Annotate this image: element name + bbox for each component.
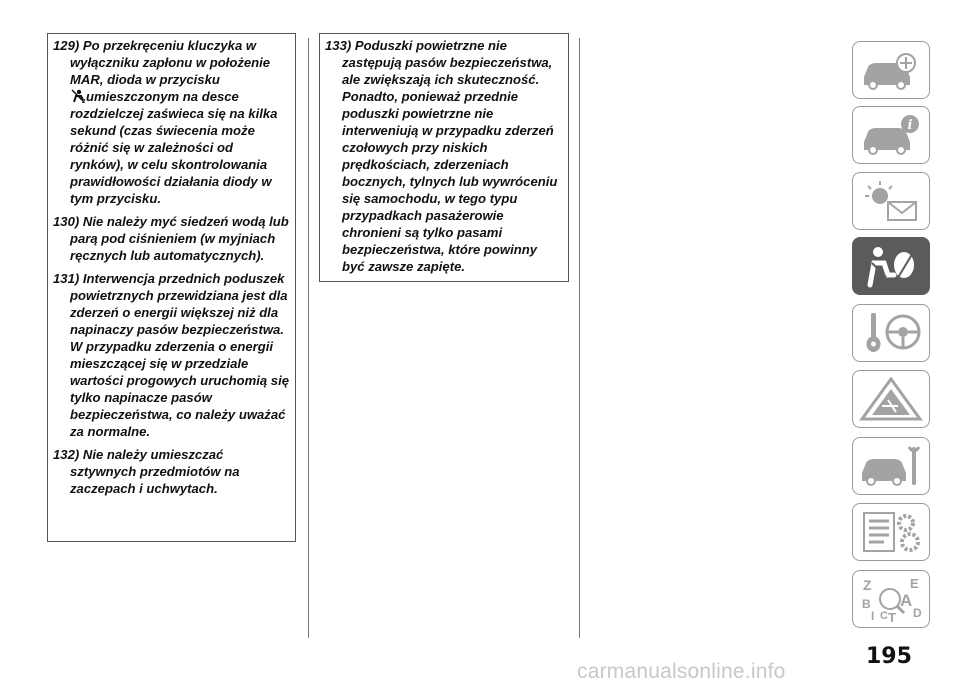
tab-index[interactable] [852, 570, 930, 628]
seatbelt-airbag-icon [858, 243, 924, 289]
note-131 [53, 270, 289, 440]
index-letter-t: T [888, 610, 896, 622]
svg-text:i: i [907, 118, 913, 133]
tab-knowing-instrument-panel[interactable] [852, 106, 930, 164]
note-130 [53, 213, 289, 264]
note-number: 132) [53, 447, 80, 462]
svg-text:2: 2 [82, 99, 86, 103]
index-letter-e: E [910, 576, 919, 591]
warning-triangle-icon [858, 376, 924, 422]
index-letter-i: I [871, 609, 875, 622]
note-text: Interwencja przednich poduszek powietrznych przewidziana jest dla zderzeń o energii większej niż dla napinaczy pasów bezpieczeństwa. W przypadku zderzenia o energii mieszczącej się w przedziale wartości progowych uruchomią się tylko napinacze pasów bezpieczeństwa, co należy uważać za normalne. [70, 271, 290, 439]
tab-starting-driving[interactable] [852, 304, 930, 362]
warning-light-message-icon [858, 178, 924, 224]
index-letter-c: C [880, 610, 888, 622]
car-dashboard-icon [858, 47, 924, 93]
tab-technical-specifications[interactable] [852, 503, 930, 561]
passenger-airbag-off-icon [70, 89, 86, 103]
index-letter-z: Z [863, 577, 872, 593]
column-divider-right [579, 38, 580, 638]
tab-getting-to-know-car[interactable] [852, 41, 930, 99]
notes-box-left [47, 33, 296, 542]
notes-box-middle [319, 33, 569, 282]
note-number: 133) [325, 38, 352, 53]
note-133 [325, 37, 562, 275]
car-wrench-icon [858, 443, 924, 489]
note-number: 129) [53, 38, 80, 53]
tab-servicing-care[interactable] [852, 437, 930, 495]
tab-in-emergency[interactable] [852, 370, 930, 428]
note-text: Nie należy umieszczać sztywnych przedmiotów na zaczepach i uchwytach. [70, 447, 240, 496]
note-number: 130) [53, 214, 80, 229]
watermark: carmanualsonline.info [577, 660, 786, 683]
note-text: Poduszki powietrzne nie zastępują pasów bezpieczeństwa, ale zwiększają ich skuteczność. Ponadto, ponieważ przednie poduszki powietrzne nie interweniują w przypadku zderzeń czołowych przy niskich prędkościach, zderzeniach bocznych, tylnych lub wywróceniu się samochodu, w tego typu przypadkach pasażerowie chronieni są tylko pasami bezpieczeństwa, które powinny być zawsze zapięte. [342, 38, 558, 274]
note-number: 131) [53, 271, 80, 286]
index-letter-b: B [862, 597, 871, 611]
index-letter-d: D [913, 606, 922, 620]
note-text: umieszczonym na desce rozdzielczej zaświeca się na kilka sekund (czas świecenia może różnić się w zależności od rynków), w celu skontrolowania prawidłowości działania diody w tym przycisku. [70, 89, 278, 206]
alphabetical-index-icon [858, 576, 924, 622]
index-letter-a: A [900, 591, 913, 610]
page-number: 195 [866, 644, 912, 669]
tab-warning-lights[interactable] [852, 172, 930, 230]
note-132 [53, 446, 289, 497]
note-text: Po przekręceniu kluczyka w wyłączniku zapłonu w położenie MAR, dioda w przycisku [70, 38, 271, 87]
note-129 [53, 37, 289, 207]
car-info-icon [858, 112, 924, 158]
note-text: Nie należy myć siedzeń wodą lub parą pod ciśnieniem (w myjniach ręcznych lub automatycznych). [70, 214, 289, 263]
column-divider-left [308, 38, 309, 638]
tab-safety[interactable] [852, 237, 930, 295]
specs-gears-icon [858, 509, 924, 555]
key-steering-wheel-icon [858, 310, 924, 356]
